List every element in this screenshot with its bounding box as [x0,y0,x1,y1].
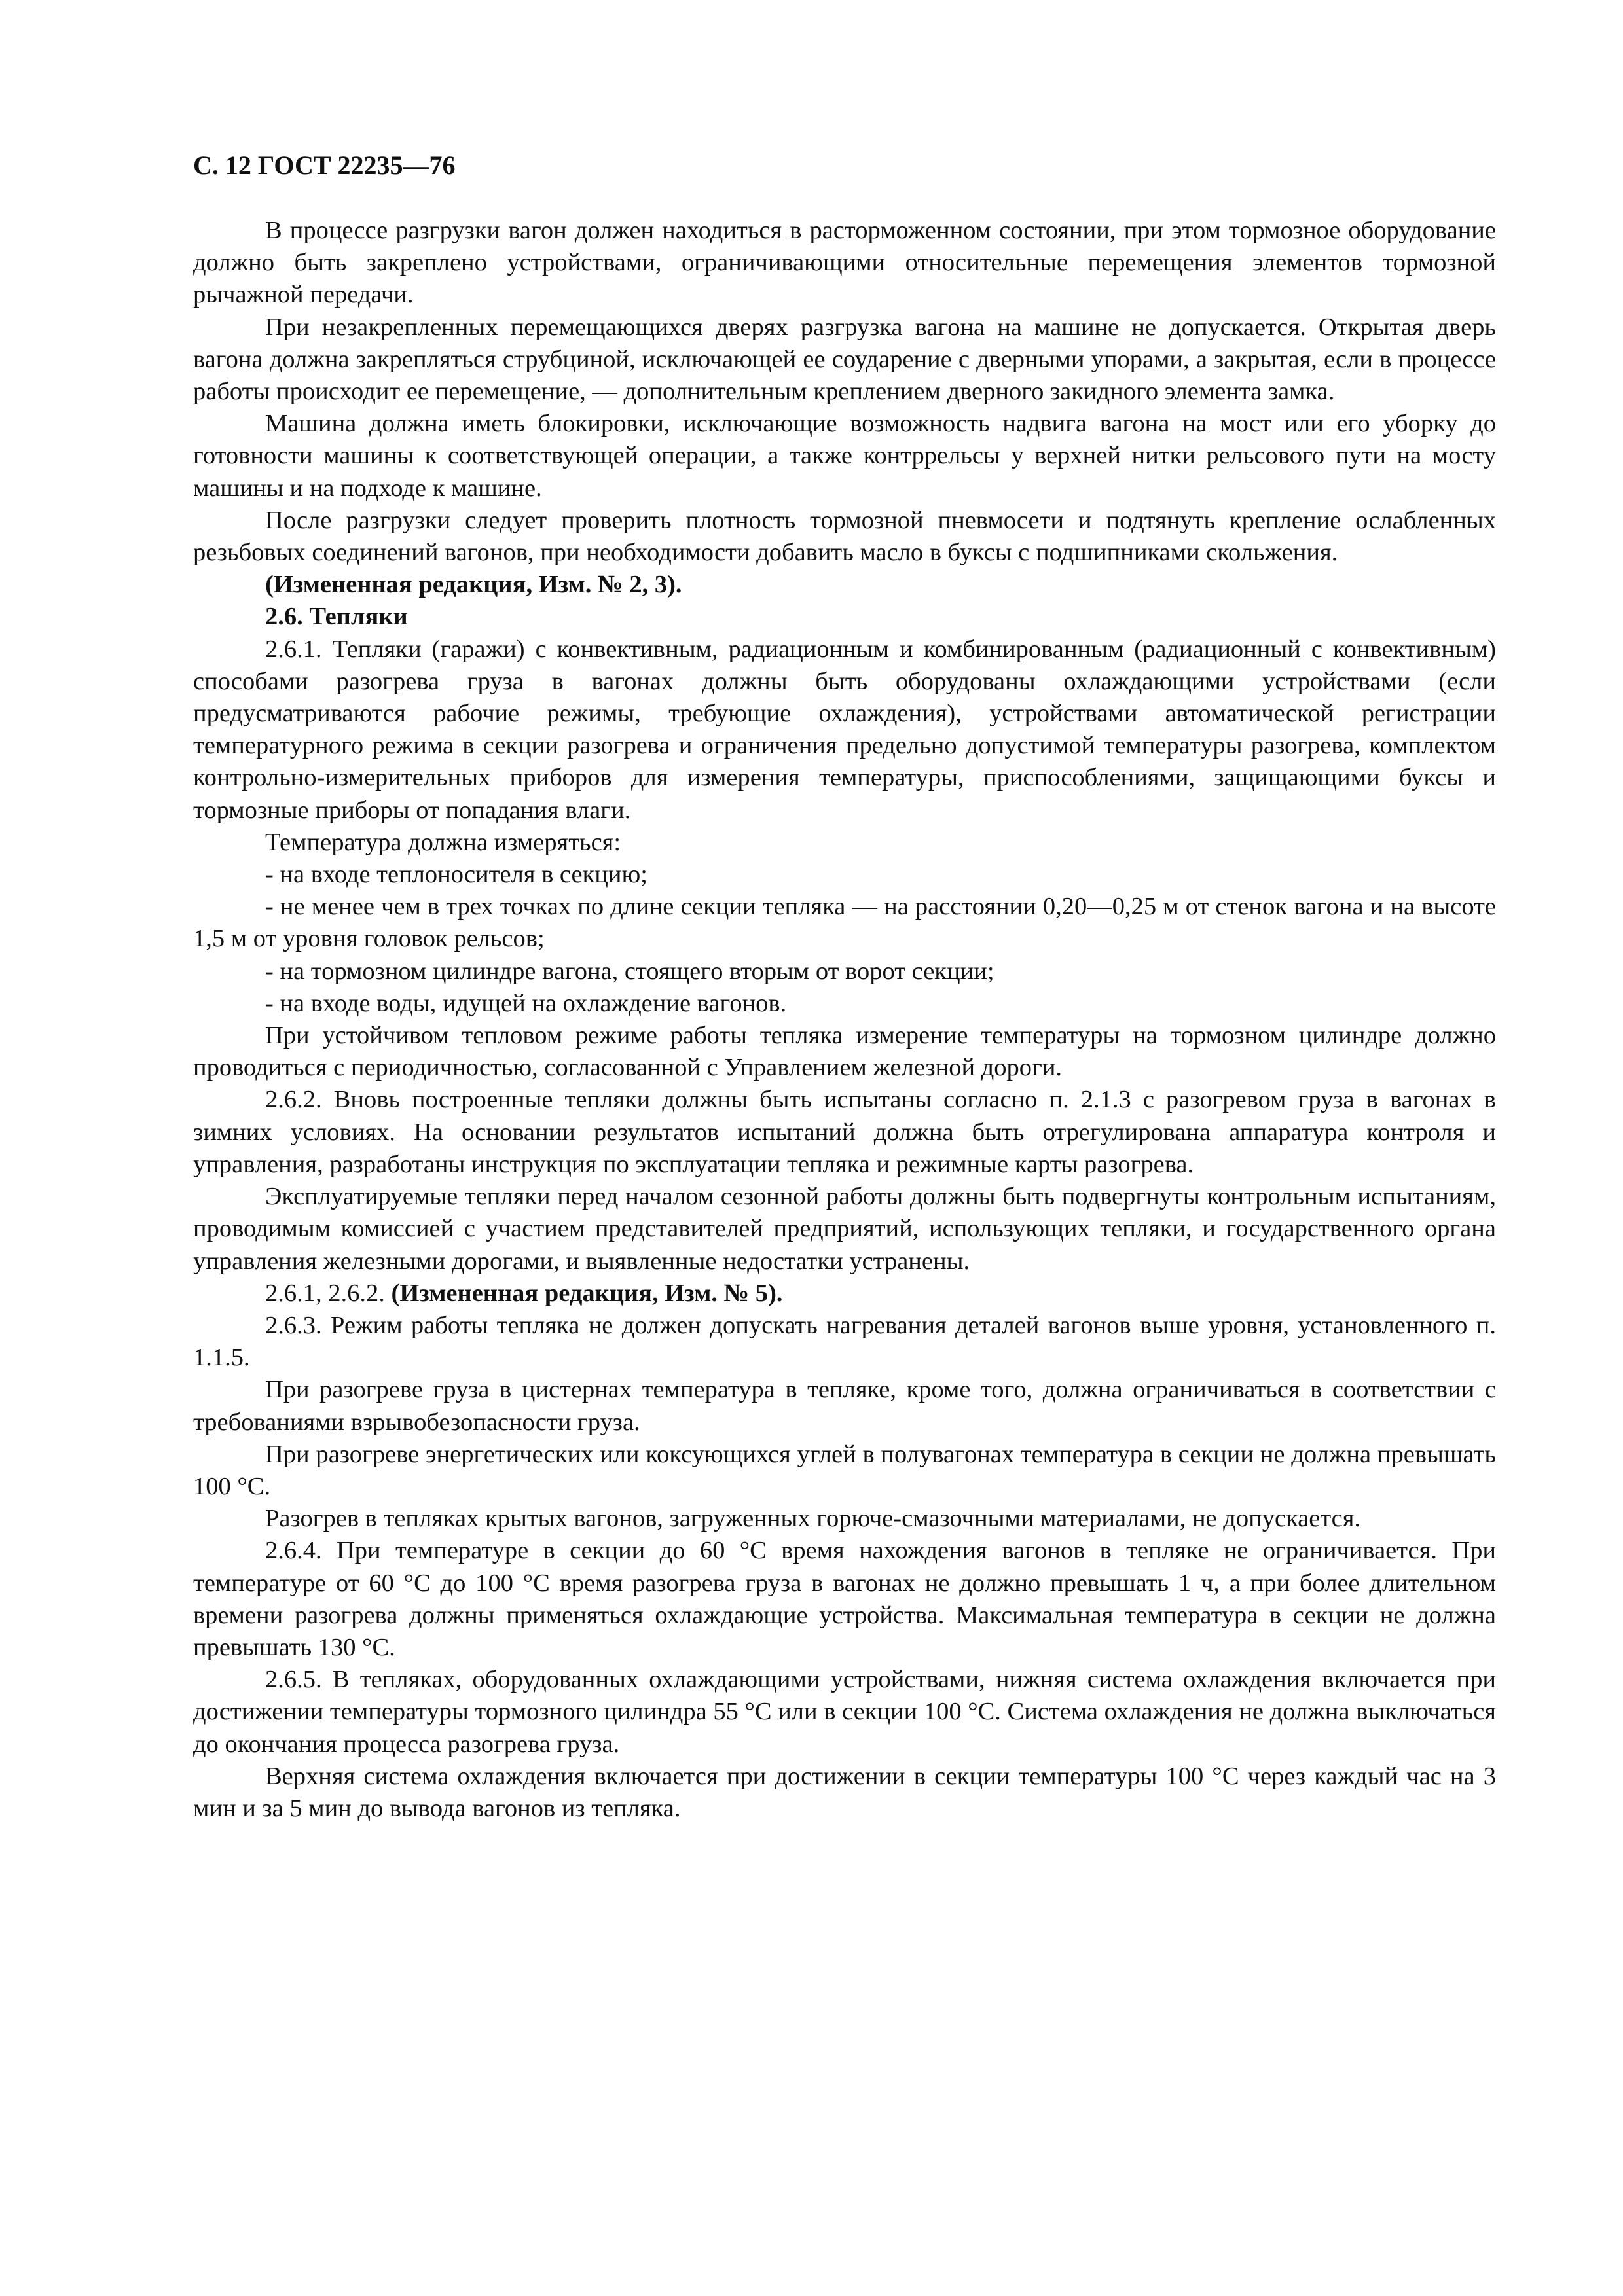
list-item: - не менее чем в трех точках по длине секции тепляка — на расстоянии 0,20—0,25 м от стенок вагона и на высоте 1,5 м от уровня головок рельсов; [193,893,1496,953]
paragraph-unloading-brakes: В процессе разгрузки вагон должен находиться в расторможенном состоянии, при этом тормозное оборудование должно быть закреплено устройствами, ограничивающими относительные перемещения элементов тормозной рычажной передачи. [193,217,1496,309]
amendment-note-5 [193,1278,1496,1310]
paragraph-tanks: При разогреве груза в цистернах температура в тепляке, кроме того, должна ограничиваться в соответствии с требованиями взрывобезопасности груза. [193,1376,1496,1436]
amendment-ref: 2.6.1, 2.6.2. [265,1279,385,1307]
section-title-teplyaki: 2.6. Тепляки [265,603,408,631]
paragraph-2-6-1: 2.6.1. Тепляки (гаражи) с конвективным, радиационным и комбинированным (радиационный с конвективным) способами разогрева груза в вагонах должны быть оборудованы охлаждающими устройствами (если предусматриваются рабочие режимы, требующие охлаждения), устройствами автоматической регистрации температурного режима в секции разогрева и ограничения предельно допустимой температуры разогрева, комплектом контрольно-измерительных приборов для измерения температуры, приспособлениями, защищающими буксы и тормозные приборы от попадания влаги. [193,635,1496,824]
page-header: С. 12 ГОСТ 22235—76 [193,151,456,180]
paragraph-2-6-4: 2.6.4. При температуре в секции до 60 °С время нахождения вагонов в тепляке не ограничивается. При температуре от 60 °С до 100 °С время разогрева груза в вагонах не должно превышать 1 ч, а при более длительном времени разогрева должны применяться охлаждающие устройства. Максимальная температура в секции не должна превышать 130 °С. [193,1537,1496,1661]
paragraph-covered-wagons: Разогрев в тепляках крытых вагонов, загруженных горюче-смазочными материалами, не допускается. [265,1505,1361,1533]
amendment-note-2-3: (Измененная редакция, Изм. № 2, 3). [265,571,682,599]
paragraph-steady-mode: При устойчивом тепловом режиме работы тепляка измерение температуры на тормозном цилиндре должно проводиться с периодичностью, согласованной с Управлением железной дороги. [193,1022,1496,1082]
paragraph-after-unloading: После разгрузки следует проверить плотность тормозной пневмосети и подтянуть крепление ослабленных резьбовых соединений вагонов, при необходимости добавить масло в буксы с подшипниками скольжения. [193,506,1496,567]
paragraph-2-6-5: 2.6.5. В тепляках, оборудованных охлаждающими устройствами, нижняя система охлаждения включается при достижении температуры тормозного цилиндра 55 °С или в секции 100 °С. Система охлаждения не должна выключаться до окончания процесса разогрева груза. [193,1666,1496,1758]
list-item: - на входе воды, идущей на охлаждение вагонов. [265,989,787,1017]
temperature-intro: Температура должна измеряться: [265,828,621,856]
paragraph-2-6-3: 2.6.3. Режим работы тепляка не должен допускать нагревания деталей вагонов выше уровня, установленного п. 1.1.5. [193,1311,1496,1372]
document-page [193,149,1496,1825]
list-item: - на входе теплоносителя в секцию; [265,861,647,889]
paragraph-doors: При незакрепленных перемещающихся дверях разгрузка вагона на машине не допускается. Открытая дверь вагона должна закрепляться струбциной, исключающей ее соударение с дверными упорами, а закрытая, если в процессе работы происходит ее перемещение, — дополнительным креплением дверного закидного элемента замка. [193,313,1496,406]
amendment-text: (Измененная редакция, Изм. № 5). [391,1279,783,1307]
paragraph-machine-blocking: Машина должна иметь блокировки, исключающие возможность надвига вагона на мост или его уборку до готовности машины к соответствующей операции, а также контррельсы у верхней нитки рельсового пути на мосту машины и на подходе к машине. [193,410,1496,502]
paragraph-coal: При разогреве энергетических или коксующихся углей в полувагонах температура в секции не должна превышать 100 °С. [193,1440,1496,1500]
paragraph-upper-cooling: Верхняя система охлаждения включается при достижении в секции температуры 100 °С через каждый час на 3 мин и за 5 мин до вывода вагонов из тепляка. [193,1762,1496,1822]
list-item: - на тормозном цилиндре вагона, стоящего вторым от ворот секции; [265,957,994,985]
paragraph-exploited: Эксплуатируемые тепляки перед началом сезонной работы должны быть подвергнуты контрольным испытаниям, проводимым комиссией с участием представителей предприятий, использующих тепляки, и государственного органа управления железными дорогами, и выявленные недостатки устранены. [193,1183,1496,1275]
paragraph-2-6-2: 2.6.2. Вновь построенные тепляки должны быть испытаны согласно п. 2.1.3 с разогревом груза в вагонах в зимних условиях. На основании результатов испытаний должна быть отрегулирована аппаратура контроля и управления, разработаны инструкция по эксплуатации тепляка и режимные карты разогрева. [193,1086,1496,1178]
